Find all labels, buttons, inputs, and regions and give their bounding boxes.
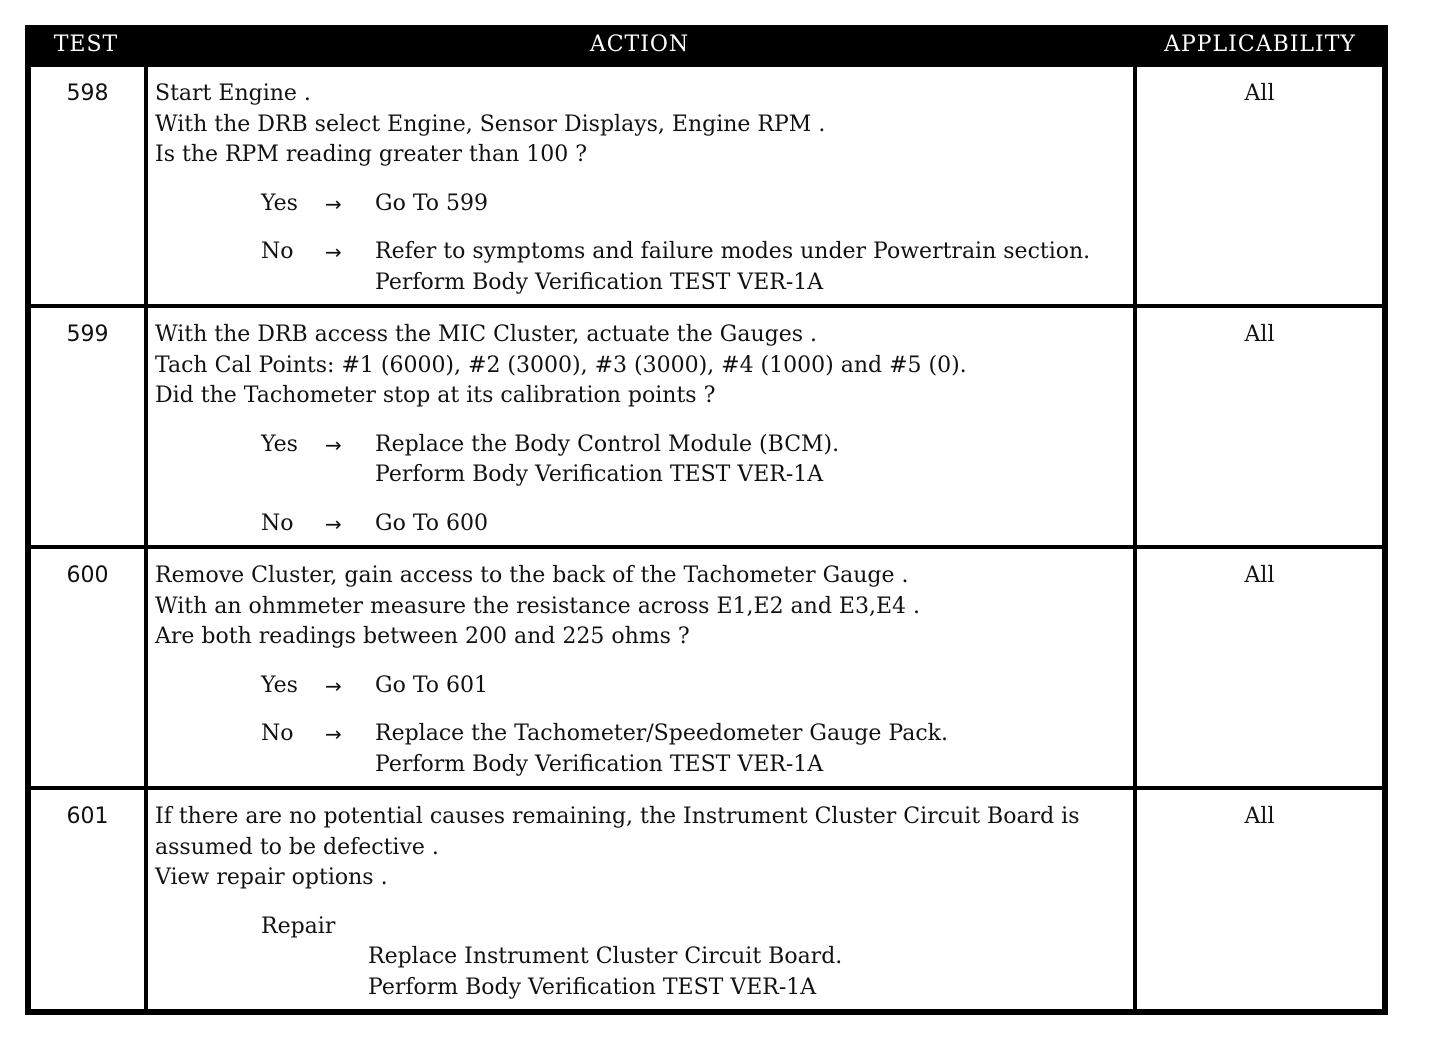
applicability-value: All: [1137, 67, 1382, 304]
diagnostic-test-table: [25, 25, 1388, 1015]
no-label: No: [261, 239, 294, 264]
arrow-right-icon: →: [325, 432, 342, 457]
arrow-right-icon: →: [325, 511, 342, 536]
no-text: Perform Body Verification TEST VER-1A: [375, 751, 824, 777]
yes-label: Yes: [261, 431, 298, 457]
test-number: 598: [31, 67, 144, 304]
arrow-right-icon: →: [325, 240, 342, 264]
header-test: TEST: [53, 32, 119, 57]
repair-step: Replace Instrument Cluster Circuit Board.: [368, 944, 843, 969]
action-line: With the DRB access the MIC Cluster, actuate the Gauges .: [155, 322, 818, 347]
action-cell: [148, 308, 1133, 545]
no-response: [155, 719, 1133, 780]
yes-response: [155, 671, 1133, 702]
table-row: [31, 308, 1382, 545]
no-text: Go To 600: [375, 510, 489, 536]
action-line: With the DRB select Engine, Sensor Displays, Engine RPM .: [155, 111, 826, 137]
action-line: assumed to be defective .: [155, 834, 439, 860]
action-cell: [148, 67, 1133, 304]
no-response: [155, 237, 1133, 298]
applicability-value: All: [1137, 308, 1382, 545]
applicability-value: All: [1137, 790, 1382, 1009]
action-line: Start Engine .: [155, 81, 311, 106]
action-line: Remove Cluster, gain access to the back of the Tachometer Gauge .: [155, 563, 909, 588]
repair-step: Perform Body Verification TEST VER-1A: [368, 974, 817, 1000]
yes-text: Go To 599: [375, 190, 489, 216]
no-text: Replace the Tachometer/Speedometer Gauge Pack.: [375, 721, 948, 746]
test-number: 600: [31, 549, 144, 786]
no-response: [155, 509, 1133, 540]
header-applicability: APPLICABILITY: [1164, 32, 1356, 57]
action-line: Is the RPM reading greater than 100 ?: [155, 142, 588, 167]
arrow-right-icon: →: [325, 191, 342, 216]
repair-label: Repair: [261, 913, 336, 939]
yes-text: Replace the Body Control Module (BCM).: [375, 431, 840, 457]
yes-label: Yes: [261, 190, 298, 216]
action-cell: [148, 790, 1133, 1009]
no-text: Refer to symptoms and failure modes under Powertrain section.: [375, 239, 1091, 264]
repair-steps: [155, 942, 1133, 1003]
table-row: [31, 790, 1382, 1009]
action-line: With an ohmmeter measure the resistance across E1,E2 and E3,E4 .: [155, 593, 921, 619]
arrow-right-icon: →: [325, 673, 342, 698]
no-label: No: [261, 721, 294, 746]
test-number: 599: [31, 308, 144, 545]
action-line: Tach Cal Points: #1 (6000), #2 (3000), #3 (3000), #4 (1000) and #5 (0).: [155, 352, 967, 378]
yes-label: Yes: [261, 672, 298, 698]
table-row: [31, 549, 1382, 786]
action-line: View repair options .: [155, 865, 388, 890]
action-line: Did the Tachometer stop at its calibration points ?: [155, 383, 716, 408]
yes-response: [155, 430, 1133, 491]
action-cell: [148, 549, 1133, 786]
test-number: 601: [31, 790, 144, 1009]
no-text: Perform Body Verification TEST VER-1A: [375, 269, 824, 295]
applicability-value: All: [1137, 549, 1382, 786]
header-action: ACTION: [589, 32, 690, 57]
yes-text: Perform Body Verification TEST VER-1A: [375, 462, 824, 487]
table-row: [31, 67, 1382, 304]
action-line: If there are no potential causes remaining, the Instrument Cluster Circuit Board is: [155, 804, 1080, 829]
yes-response: [155, 189, 1133, 220]
action-line: Are both readings between 200 and 225 ohms ?: [155, 624, 690, 649]
no-label: No: [261, 510, 294, 536]
arrow-right-icon: →: [325, 722, 342, 746]
yes-text: Go To 601: [375, 672, 489, 698]
